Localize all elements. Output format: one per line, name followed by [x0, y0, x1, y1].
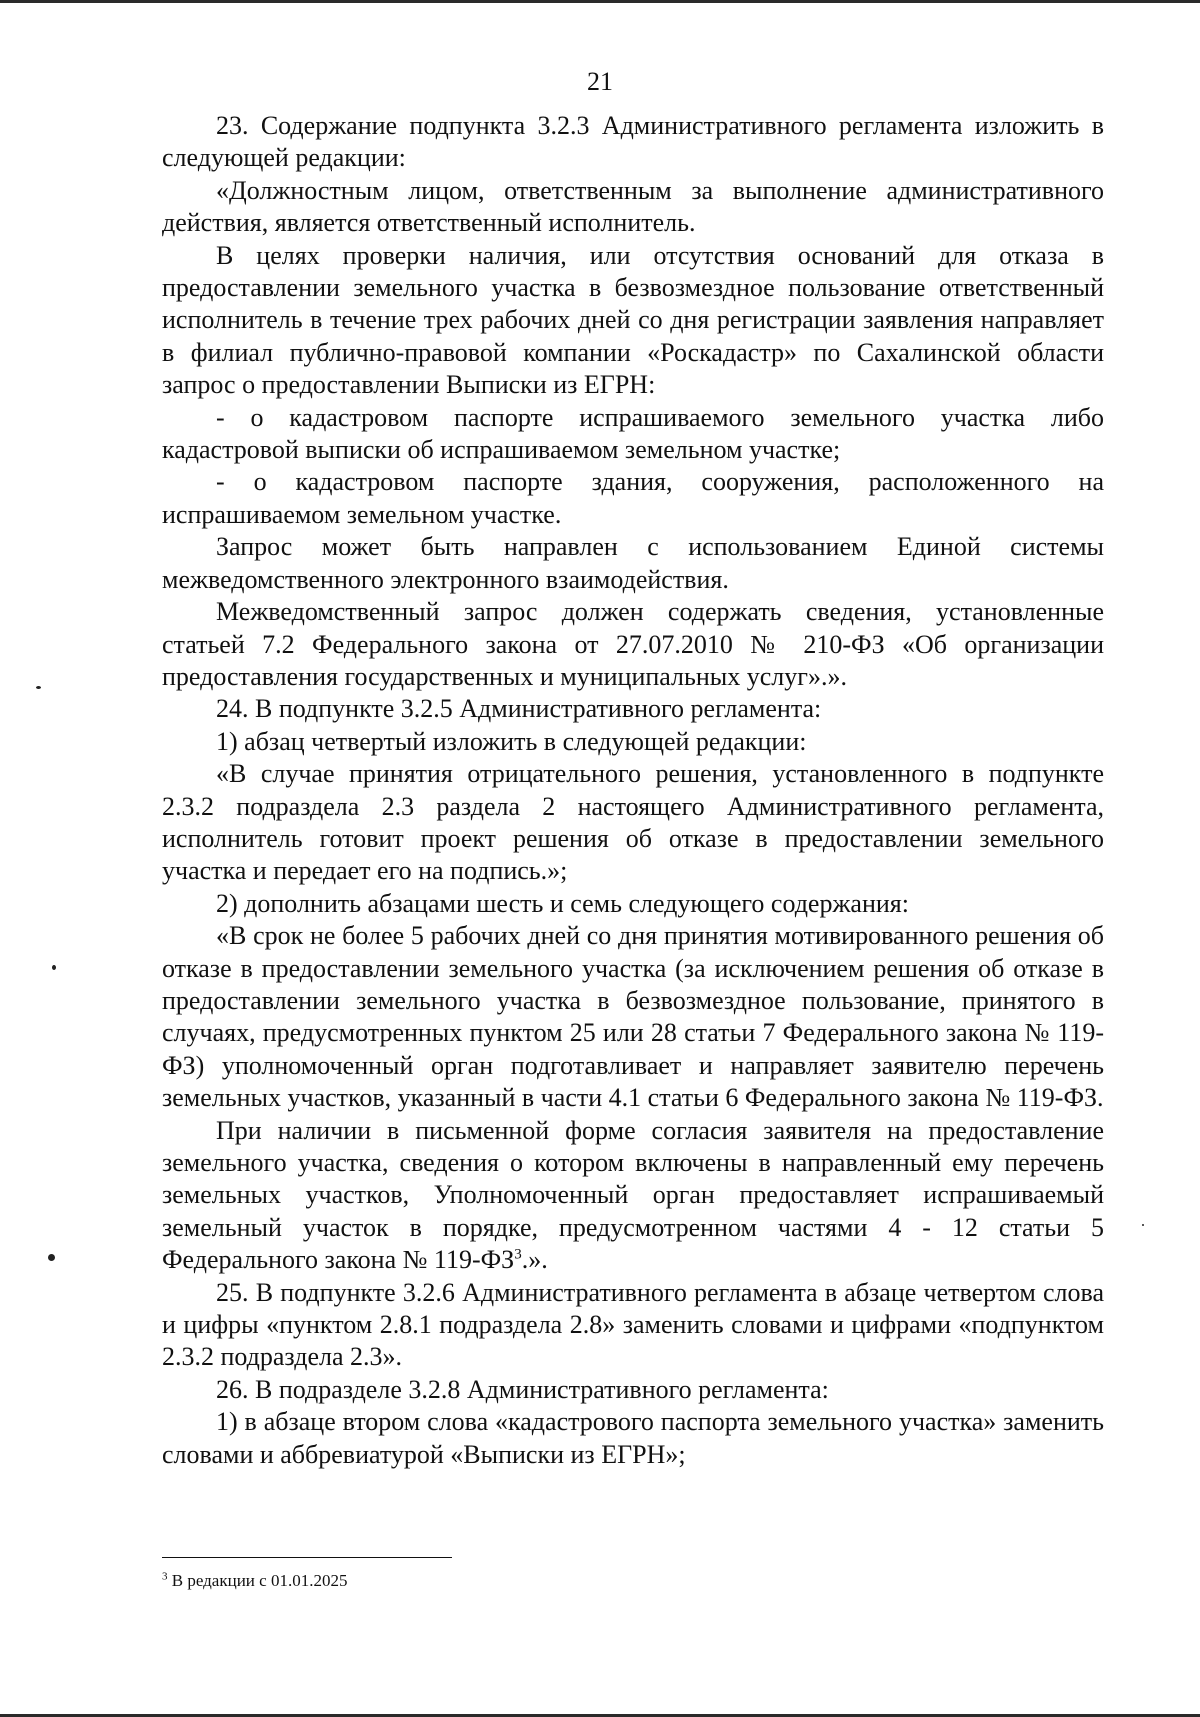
paragraph-responsible-person: «Должностным лицом, ответственным за выполнение административного действия, является ответственный исполнитель.	[162, 175, 1104, 238]
list-item-building-passport: - о кадастровом паспорте здания, сооружения, расположенного на испрашиваемом земельном участке.	[162, 467, 1104, 529]
paragraph-23-heading: 23. Содержание подпункта 3.2.3 Административного регламента изложить в следующей редакции:	[162, 111, 1104, 173]
paragraph-interagency-system: Запрос может быть направлен с использованием Единой системы межведомственного электронного взаимодействия.	[162, 532, 1104, 594]
paragraph-five-days: «В срок не более 5 рабочих дней со дня принятия мотивированного решения об отказе в предоставлении земельного участка (за исключением решения об отказе в предоставлении земельного участка в безвозмездное пользование, принятого в случаях, предусмотренных пунктом 25 или 28 статьи 7 Федерального закона № 119-ФЗ) уполномоченный орган подготавливает и направляет заявителю перечень земельных участков, указанный в части 4.1 статьи 6 Федерального закона № 119-ФЗ.	[162, 921, 1104, 1113]
page-number: 21	[587, 67, 613, 96]
scan-speck	[52, 965, 56, 970]
paragraph-negative-decision: «В случае принятия отрицательного решения, установленного в подпункте 2.3.2 подраздела 2.3 раздела 2 настоящего Административного регламента, исполнитель готовит проект решения об отказе в предоставлении земельного участка и передает его на подпись.»;	[162, 759, 1104, 886]
scan-edge-top	[0, 0, 1200, 3]
paragraph-26-item-1: 1) в абзаце втором слова «кадастрового паспорта земельного участка» заменить словами и аббревиатурой «Выписки из ЕГРН»;	[162, 1407, 1104, 1469]
footnote-reference: 3	[514, 1246, 522, 1263]
paragraph-egrn-request: В целях проверки наличия, или отсутствия оснований для отказа в предоставлении земельного участка в безвозмездное пользование ответственный исполнитель в течение трех рабочих дней со дня регистрации заявления направляет в филиал публично-правовой компании «Роскадастр» по Сахалинской области запрос о предоставлении Выписки из ЕГРН:	[162, 240, 1104, 400]
document-body	[162, 110, 1104, 1471]
paragraph-26-heading: 26. В подразделе 3.2.8 Административного регламента:	[216, 1374, 829, 1404]
scan-speck	[36, 686, 41, 689]
paragraph-25: 25. В подпункте 3.2.6 Административного регламента в абзаце четвертом слова и цифры «пунктом 2.8.1 подраздела 2.8» заменить словами и цифрами «подпунктом 2.3.2 подраздела 2.3».	[162, 1277, 1104, 1372]
paragraph-24-item-2: 2) дополнить абзацами шесть и семь следующего содержания:	[216, 888, 909, 918]
footnote-marker: 3	[162, 1570, 168, 1583]
paragraph-24-heading: 24. В подпункте 3.2.5 Административного регламента:	[216, 694, 822, 724]
footnote	[162, 1570, 347, 1592]
paragraph-written-consent-tail: .».	[521, 1245, 548, 1275]
scan-speck	[1142, 1224, 1144, 1226]
paragraph-written-consent	[162, 1115, 1104, 1277]
footnote-text: В редакции с 01.01.2025	[167, 1571, 348, 1590]
paragraph-24-item-1: 1) абзац четвертый изложить в следующей редакции:	[216, 726, 807, 756]
scan-speck	[48, 1254, 55, 1261]
paragraph-written-consent-text: При наличии в письменной форме согласия заявителя на предоставление земельного участка, сведения о котором включены в направленный ему перечень земельных участков, Уполномоченный орган предоставляет испрашиваемый земельный участок в порядке, предусмотренном частями 4 - 12 статьи 5 Федерального закона № 119-ФЗ	[162, 1115, 1104, 1275]
list-item-land-plot-passport: - о кадастровом паспорте испрашиваемого земельного участка либо кадастровой выписки об испрашиваемом земельном участке;	[162, 402, 1104, 465]
footnote-divider	[162, 1557, 452, 1558]
paragraph-interagency-request: Межведомственный запрос должен содержать сведения, установленные статьей 7.2 Федерального закона от 27.07.2010 № 210-ФЗ «Об организации предоставления государственных и муниципальных услуг».».	[162, 597, 1104, 691]
